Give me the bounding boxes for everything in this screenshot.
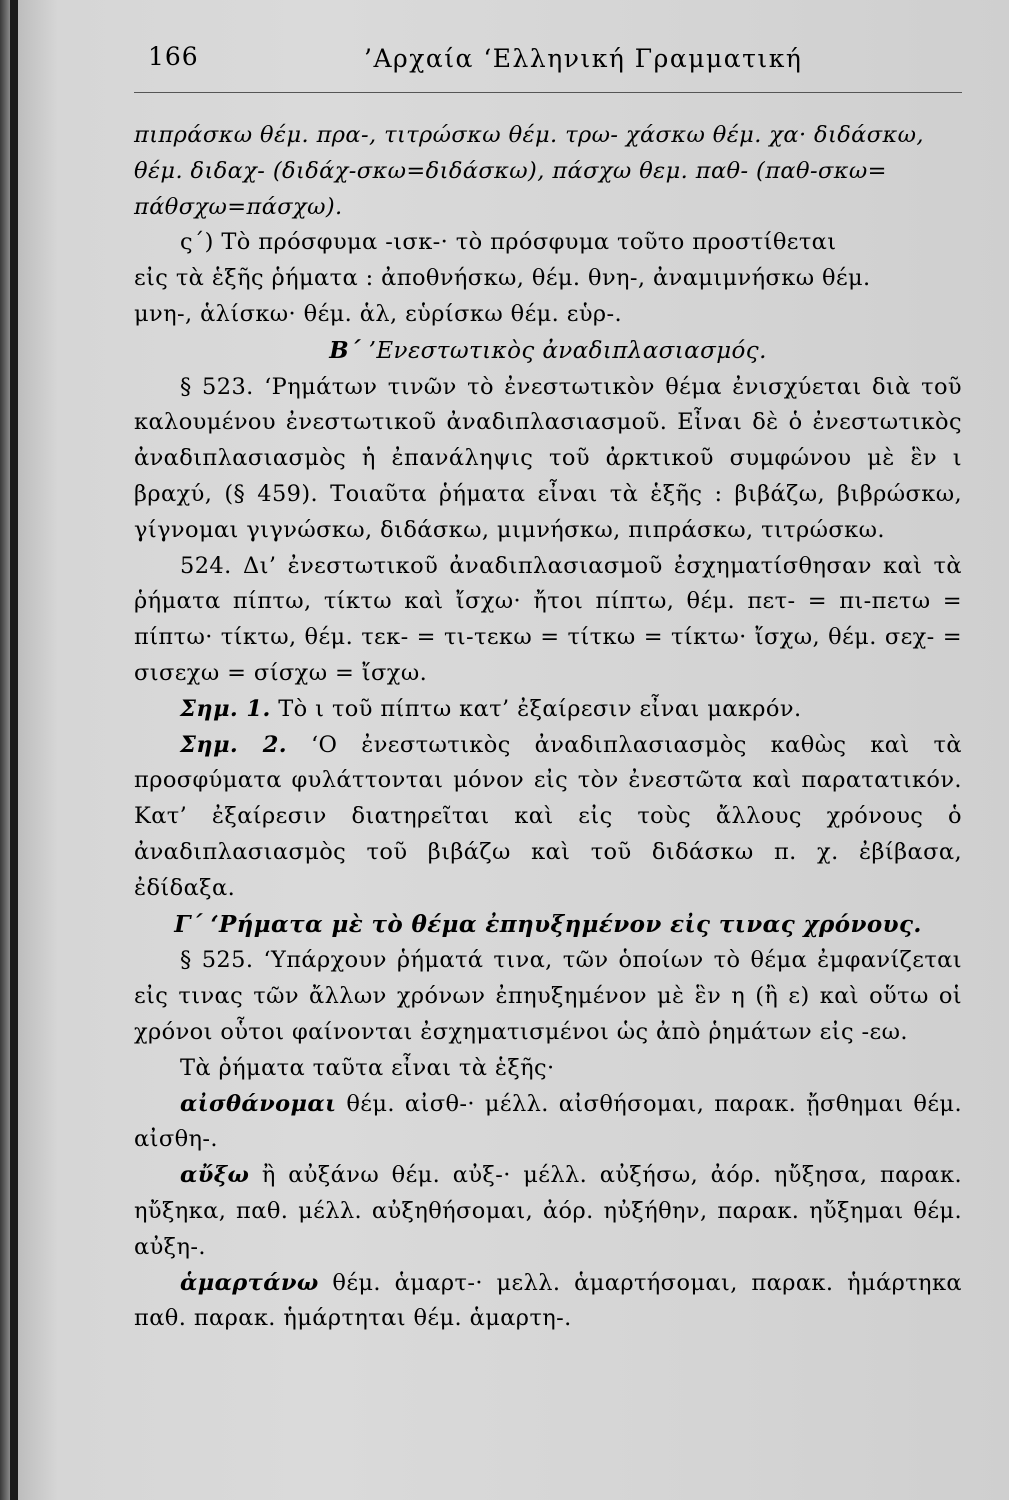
page-body [134,118,962,1337]
running-title: ’Αρχαία ‘Ελληνική Γραμματική [364,44,803,73]
verb-entry [134,1087,962,1159]
text-line: ς΄) Τὸ πρόσφυμα -ισκ-· τὸ πρόσφυμα τοῦτο προστίθεται [180,229,837,256]
note-2 [134,728,962,907]
page-header [134,38,962,82]
note-label: Σημ. 2. [180,731,288,758]
verb-headword: ἁμαρτάνω [180,1269,319,1296]
note-label: Σημ. 1. [180,695,271,722]
text-line: θέμ. διδαχ- (διδάχ-σκω=διδάσκω), πάσχω θεμ. παθ- (παθ-σκω= [134,157,887,184]
text-line: μνη-, ἁλίσκω· θέμ. ἁλ, εὑρίσκω θέμ. εὑρ-. [134,300,623,327]
paragraph-523: § 523. ‘Ρημάτων τινῶν τὸ ἐνεστωτικὸν θέμα ἐνισχύεται διὰ τοῦ καλουμένου ἐνεστωτικοῦ ἀναδιπλασιασμοῦ. Εἶναι δὲ ὁ ἐνεστωτικὸς ἀναδιπλασιασμὸς ἡ ἐπανάληψις τοῦ ἀρκτικοῦ συμφώνου μὲ ἓν ι βραχύ, (§ 459). Τοιαῦτα ῥήματα εἶναι τὰ ἑξῆς : βιβάζω, βιβρώσκω, γίγνομαι γιγνώσκω, διδάσκω, μιμνήσκω, πιπράσκω, τιτρώσκω. [134,373,962,543]
verb-headword: αὔξω [180,1162,250,1189]
verb-entry-text: θέμ. ἁμαρτ-· μελλ. ἁμαρτήσομαι, παρακ. ἡμάρτηκα παθ. παρακ. ἡμάρτηται θέμ. ἁμαρτη-. [134,1269,962,1332]
text-line: πάθσχω=πάσχω). [134,193,343,220]
note-text: Τὸ ι τοῦ πίπτω κατ’ ἐξαίρεσιν εἶναι μακρόν. [278,695,802,722]
paragraph-524: 524. Δι’ ἐνεστωτικοῦ ἀναδιπλασιασμοῦ ἐσχηματίσθησαν καὶ τὰ ῥήματα πίπτω, τίκτω καὶ ἴσχω· ἤτοι πίπτω, θέμ. πετ- = πι-πετω = πίπτω· τίκτω, θέμ. τεκ- = τι-τεκω = τίτκω = τίκτω· ἴσχω, θέμ. σεχ- = σισεχω = σίσχω = ἴσχω. [134,552,962,686]
verb-entry-text: ἢ αὐξάνω θέμ. αὐξ-· μέλλ. αὐξήσω, ἀόρ. ηὔξησα, παρακ. ηὔξηκα, παθ. μέλλ. αὐξηθήσομαι, ἀόρ. ηὐξήθην, παρακ. ηὔξημαι θέμ. αὐξη-. [134,1162,962,1260]
section-heading-text: ‘Ρήματα μὲ τὸ θέμα ἐπηυξημένον εἰς τινας χρόνους. [210,910,922,938]
paragraph-525-list-intro: Τὰ ῥήματα ταῦτα εἶναι τὰ ἑξῆς· [180,1054,555,1081]
header-rule [134,92,962,93]
section-heading-b [134,333,962,370]
text-line: πιπράσκω θέμ. πρα-, τιτρώσκω θέμ. τρω- χάσκω θέμ. χα· διδάσκω, [134,122,924,148]
verb-entry [134,1158,962,1265]
section-heading-c [134,907,962,944]
section-heading-label: Β΄ [329,336,361,364]
text-line: εἰς τὰ ἑξῆς ῥήματα : ἀποθνήσκω, θέμ. θνη-, ἀναμιμνήσκω θέμ. [134,265,871,292]
book-spine-shadow [0,0,10,1500]
verb-headword: αἰσθάνομαι [180,1090,337,1117]
page-number: 166 [148,42,199,71]
note-1 [134,692,962,728]
verb-entry-text: θέμ. αἰσθ-· μέλλ. αἰσθήσομαι, παρακ. ᾔσθημαι θέμ. αἰσθη-. [134,1090,962,1153]
paragraph-525: § 525. ‘Υπάρχουν ῥήματά τινα, τῶν ὁποίων τὸ θέμα ἐμφανίζεται εἰς τινας τῶν ἄλλων χρόνων ἐπηυξημένον μὲ ἓν η (ἢ ε) καὶ οὕτω οἱ χρόνοι οὗτοι φαίνονται ἐσχηματισμένοι ὡς ἀπὸ ῥημάτων εἰς -εω. [134,947,962,1045]
section-heading-text: ’Ενεστωτικὸς ἀναδιπλασιασμός. [368,337,767,364]
note-text: ‘Ο ἐνεστωτικὸς ἀναδιπλασιασμὸς καθὼς καὶ τὰ προσφύματα φυλάττονται μόνον εἰς τὸν ἐνεστῶτα καὶ παρατατικόν. Κατ’ ἐξαίρεσιν διατηρεῖται καὶ εἰς τοὺς ἄλλους χρόνους ὁ ἀναδιπλασιασμὸς τοῦ βιβάζω καὶ τοῦ διδάσκω π. χ. ἐβίβασα, ἐδίδαξα. [134,731,962,901]
section-heading-label: Γ΄ [174,910,203,938]
verb-entry [134,1266,962,1338]
